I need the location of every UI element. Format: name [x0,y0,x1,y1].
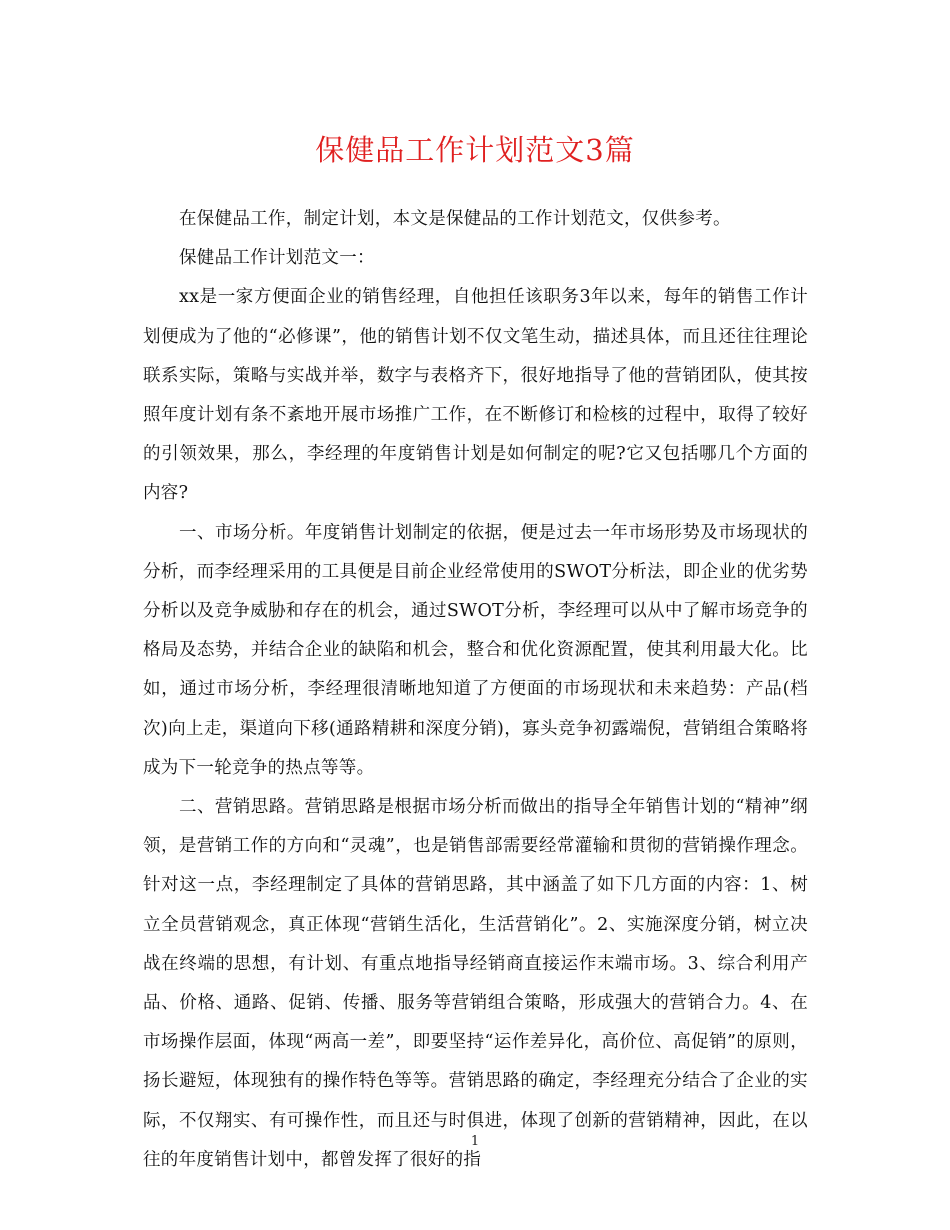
document-title: 保健品工作计划范文3篇 [315,133,635,167]
section-heading: 保健品工作计划范文一： [179,248,375,269]
body-paragraph: xx是一家方便面企业的销售经理，自他担任该职务3年以来，每年的销售工作计划便成为了他的“必修课”，他的销售计划不仅文笔生动，描述具体，而且还往往理论联系实际，策略与实战并举，数字与表格齐下，很好地指导了他的营销团队，使其按照年度计划有条不紊地开展市场推广工作，在不断修订和检核的过程中，取得了较好的引领效果，那么，李经理的年度销售计划是如何制定的呢?它又包括哪几个方面的内容? [143,287,808,504]
body-paragraph: 一、市场分析。年度销售计划制定的依据，便是过去一年市场形势及市场现状的分析，而李经理采用的工具便是目前企业经常使用的SWOT分析法，即企业的优劣势分析以及竞争威胁和存在的机会，通过SWOT分析，李经理可以从中了解市场竞争的格局及态势，并结合企业的缺陷和机会，整合和优化资源配置，使其利用最大化。比如，通过市场分析，李经理很清晰地知道了方便面的市场现状和未来趋势：产品(档次)向上走，渠道向下移(通路精耕和深度分销)，寡头竞争初露端倪，营销组合策略将成为下一轮竞争的热点等等。 [143,522,808,778]
page-number: 1 [470,1134,480,1149]
intro-paragraph: 在保健品工作，制定计划，本文是保健品的工作计划范文，仅供参考。 [179,209,731,229]
document-body [143,200,808,1180]
body-paragraph: 二、营销思路。营销思路是根据市场分析而做出的指导全年销售计划的“精神”纲领，是营销工作的方向和“灵魂”，也是销售部需要经常灌输和贯彻的营销操作理念。针对这一点，李经理制定了具体的营销思路，其中涵盖了如下几方面的内容：1、树立全员营销观念，真正体现“营销生活化，生活营销化”。2、实施深度分销，树立决战在终端的思想，有计划、有重点地指导经销商直接运作末端市场。3、综合利用产品、价格、通路、促销、传播、服务等营销组合策略，形成强大的营销合力。4、在市场操作层面，体现“两高一差”，即要坚持“运作差异化，高价位、高促销”的原则，扬长避短，体现独有的操作特色等等。营销思路的确定，李经理充分结合了企业的实际，不仅翔实、有可操作性，而且还与时俱进，体现了创新的营销精神，因此，在以往的年度销售计划中，都曾发挥了很好的指 [143,797,808,1170]
